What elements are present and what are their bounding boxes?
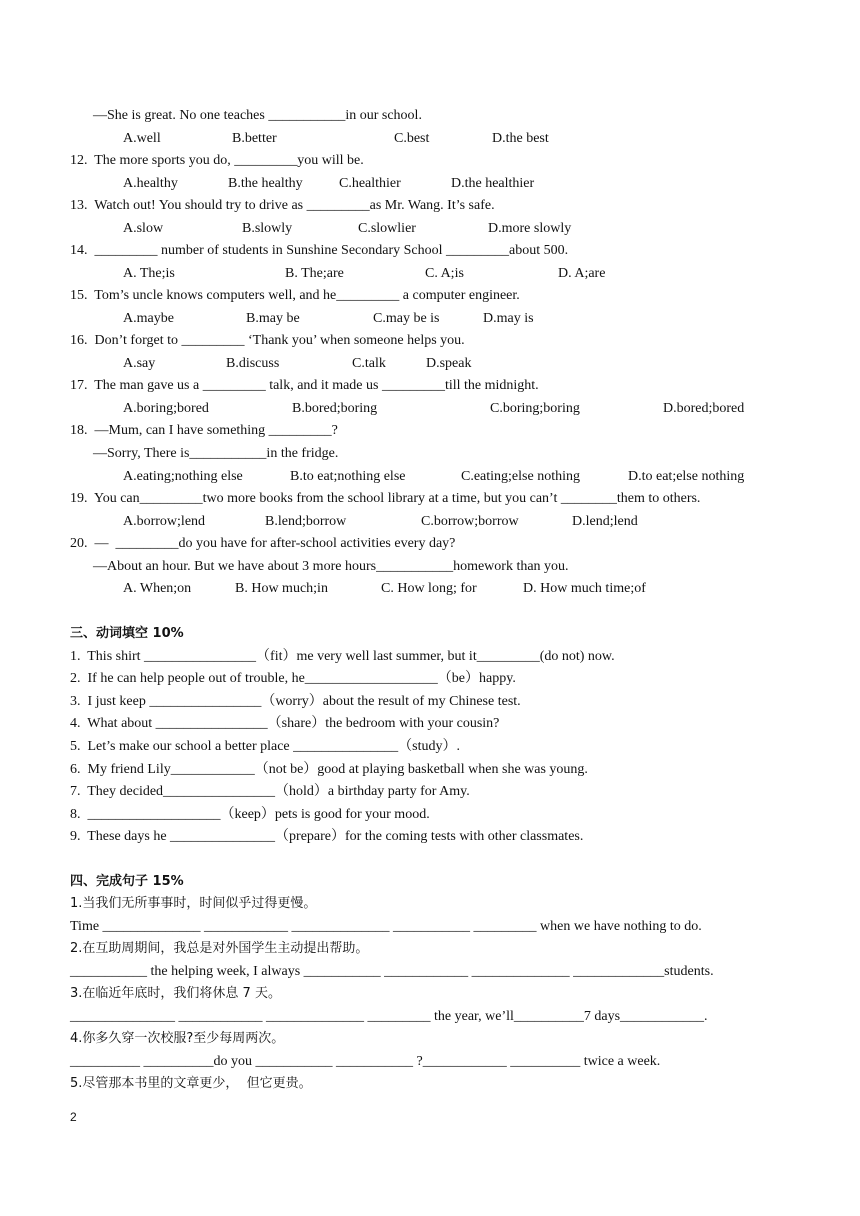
q14-option-d: D. A;are: [558, 266, 606, 281]
sentence-3-english: _______________ ____________ ______________ _________ the year, we’ll__________7 days____________.: [70, 1009, 708, 1024]
verb-item-5: 5. Let’s make our school a better place _______________（study）.: [70, 739, 460, 754]
q19-option-b: B.lend;borrow: [265, 514, 347, 529]
verb-item-9: 9. These days he _______________（prepare）for the coming tests with other classmates.: [70, 829, 584, 844]
q18-option-c: C.eating;else nothing: [461, 469, 580, 484]
q16-option-b: B.discuss: [226, 356, 280, 371]
q20-stem: 20. — _________do you have for after-school activities every day?: [70, 536, 456, 551]
q18-option-d: D.to eat;else nothing: [628, 469, 745, 484]
q17-option-b: B.bored;boring: [292, 401, 378, 416]
q17-option-a: A.boring;bored: [123, 401, 209, 416]
q12-stem: 12. The more sports you do, _________you will be.: [70, 153, 364, 168]
q14-stem: 14. _________ number of students in Sunshine Secondary School _________about 500.: [70, 243, 569, 258]
section-heading-complete-sentences: 四、完成句子 15%: [70, 874, 184, 889]
q16-stem: 16. Don’t forget to _________ ‘Thank you’ when someone helps you.: [70, 333, 465, 348]
q17-option-c: C.boring;boring: [490, 401, 580, 416]
q19-option-a: A.borrow;lend: [123, 514, 206, 529]
q15-option-c: C.may be is: [373, 311, 440, 326]
q11-answer-line: —She is great. No one teaches ___________in our school.: [93, 108, 422, 123]
q20-option-c: C. How long; for: [381, 581, 477, 596]
q19-option-d: D.lend;lend: [572, 514, 638, 529]
q16-option-c: C.talk: [352, 356, 386, 371]
q15-option-d: D.may is: [483, 311, 534, 326]
q20-option-d: D. How much time;of: [523, 581, 646, 596]
q18-stem: 18. —Mum, can I have something _________?: [70, 423, 338, 438]
q18-reply: —Sorry, There is___________in the fridge.: [93, 446, 339, 461]
q11-option-b: B.better: [232, 131, 277, 146]
section-heading-verb-fill: 三、动词填空 10%: [70, 626, 184, 641]
q15-stem: 15. Tom’s uncle knows computers well, and he_________ a computer engineer.: [70, 288, 520, 303]
q12-option-d: D.the healthier: [451, 176, 535, 191]
sentence-2-english: ___________ the helping week, I always ___________ ____________ ______________ _____________students.: [70, 964, 714, 979]
sentence-1-chinese: 1.当我们无所事事时，时间似乎过得更慢。: [70, 896, 317, 911]
q14-option-b: B. The;are: [285, 266, 344, 281]
q20-option-a: A. When;on: [123, 581, 192, 596]
q11-option-c: C.best: [394, 131, 430, 146]
verb-item-8: 8. ___________________（keep）pets is good for your mood.: [70, 807, 430, 822]
q13-option-d: D.more slowly: [488, 221, 572, 236]
sentence-2-chinese: 2.在互助周期间，我总是对外国学生主动提出帮助。: [70, 941, 369, 956]
verb-item-1: 1. This shirt ________________（fit）me very well last summer, but it_________(do not) now.: [70, 649, 615, 664]
q13-stem: 13. Watch out! You should try to drive as _________as Mr. Wang. It’s safe.: [70, 198, 495, 213]
q20-reply: —About an hour. But we have about 3 more hours___________homework than you.: [93, 559, 569, 574]
sentence-1-english: Time ______________ ____________ ______________ ___________ _________ when we have nothing to do.: [70, 919, 702, 934]
verb-item-4: 4. What about ________________（share）the bedroom with your cousin?: [70, 716, 500, 731]
q20-option-b: B. How much;in: [235, 581, 328, 596]
q14-option-c: C. A;is: [425, 266, 464, 281]
q11-option-d: D.the best: [492, 131, 549, 146]
verb-item-3: 3. I just keep ________________（worry）about the result of my Chinese test.: [70, 694, 521, 709]
sentence-4-chinese: 4.你多久穿一次校服?至少每周两次。: [70, 1031, 285, 1046]
q13-option-a: A.slow: [123, 221, 164, 236]
q17-option-d: D.bored;bored: [663, 401, 745, 416]
q19-option-c: C.borrow;borrow: [421, 514, 519, 529]
q16-option-a: A.say: [123, 356, 156, 371]
verb-item-6: 6. My friend Lily____________（not be）good at playing basketball when she was young.: [70, 762, 588, 777]
q14-option-a: A. The;is: [123, 266, 175, 281]
q16-option-d: D.speak: [426, 356, 472, 371]
sentence-5-chinese: 5.尽管那本书里的文章更少， 但它更贵。: [70, 1076, 312, 1091]
q12-option-a: A.healthy: [123, 176, 178, 191]
sentence-3-chinese: 3.在临近年底时，我们将休息 7 天。: [70, 986, 281, 1001]
q17-stem: 17. The man gave us a _________ talk, and it made us _________till the midnight.: [70, 378, 539, 393]
page-number: 2: [70, 1110, 77, 1124]
q12-option-c: C.healthier: [339, 176, 401, 191]
sentence-4-english: __________ __________do you ___________ ___________ ?____________ __________ twice a week.: [70, 1054, 661, 1069]
q18-option-b: B.to eat;nothing else: [290, 469, 406, 484]
q12-option-b: B.the healthy: [228, 176, 303, 191]
q11-option-a: A.well: [123, 131, 161, 146]
q19-stem: 19. You can_________two more books from the school library at a time, but you can’t ________them to others.: [70, 491, 701, 506]
q15-option-b: B.may be: [246, 311, 300, 326]
verb-item-2: 2. If he can help people out of trouble, he___________________（be）happy.: [70, 671, 516, 686]
q18-option-a: A.eating;nothing else: [123, 469, 243, 484]
q15-option-a: A.maybe: [123, 311, 174, 326]
verb-item-7: 7. They decided________________（hold）a birthday party for Amy.: [70, 784, 470, 799]
q13-option-b: B.slowly: [242, 221, 293, 236]
q13-option-c: C.slowlier: [358, 221, 416, 236]
